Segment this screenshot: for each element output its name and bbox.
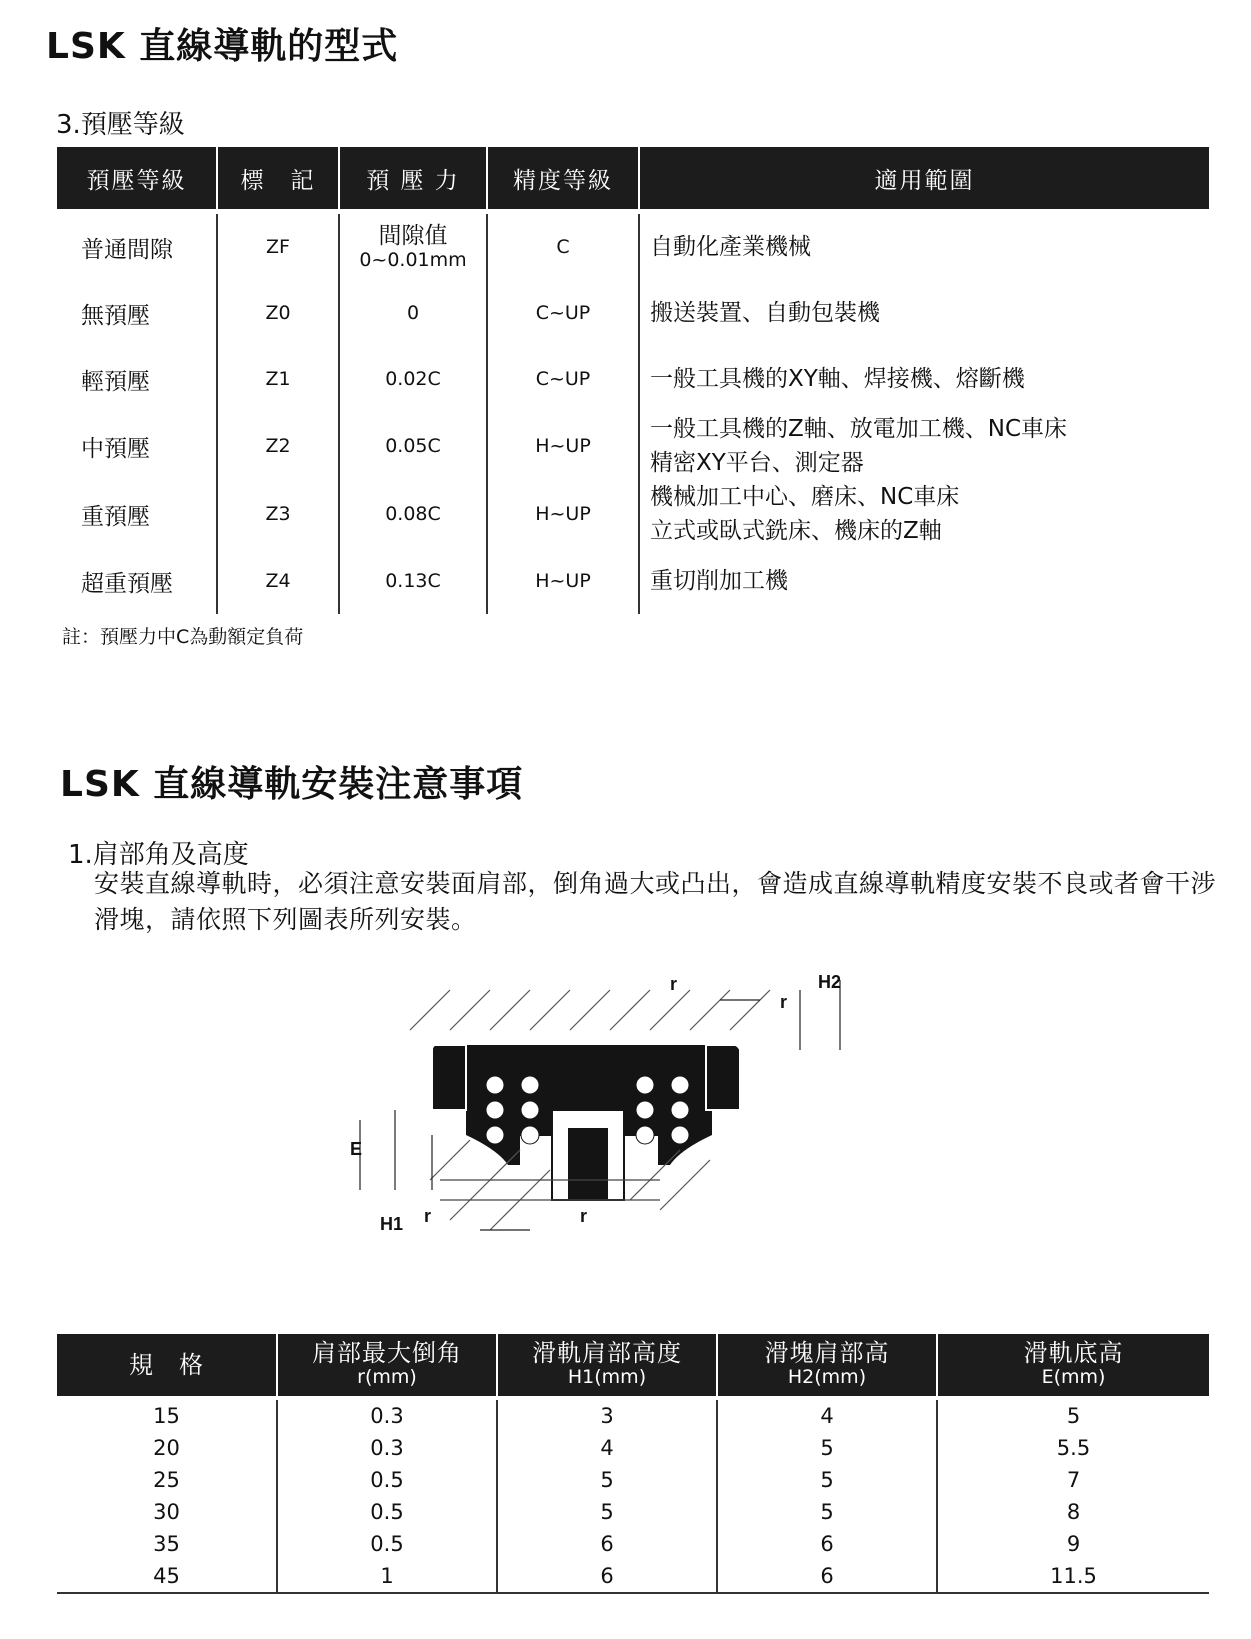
preload-section-heading: 3.預壓等級 [56,110,185,140]
label-r-bottom: r [580,1206,588,1226]
h2-cell: 4 [717,1398,937,1432]
e-cell: 11.5 [937,1560,1209,1593]
header-accuracy: 精度等級 [487,147,639,212]
h1-cell: 5 [497,1464,717,1496]
size-cell: 45 [57,1560,277,1593]
table-row [57,480,1209,548]
spec-table-header [57,1334,1209,1398]
application-cell: 自動化產業機械 [639,212,1209,281]
grade-cell: 中預壓 [81,435,150,462]
size-cell: 15 [153,1404,180,1428]
h1-cell: 6 [497,1560,717,1593]
h2-cell: 6 [717,1528,937,1560]
label-h2: H2 [818,972,842,992]
size-cell: 25 [153,1468,180,1492]
h2-cell: 5 [717,1496,937,1528]
mark-cell: ZF [217,212,339,281]
force-cell: 0 [339,280,487,346]
e-cell: 9 [937,1528,1209,1560]
shoulder-spec-table [57,1334,1209,1594]
application-cell: 搬送裝置、自動包裝機 [639,280,1209,346]
force-cell: 0.13C [339,548,487,614]
size-cell: 35 [153,1532,180,1556]
force-cell: 間隙值 0~0.01mm [339,212,487,281]
application-cell: 一般工具機的Z軸、放電加工機、NC車床 精密XY平台、測定器 [639,412,1209,480]
table-row [57,1528,1209,1560]
label-r-left: r [424,1206,432,1226]
header-max-chamfer: 肩部最大倒角 r(mm) [277,1334,497,1398]
grade-cell: 重預壓 [81,503,150,530]
mark-cell: Z4 [217,548,339,614]
table-row [57,1496,1209,1528]
table-row [57,548,1209,614]
h1-cell: 4 [497,1432,717,1464]
grade-cell: 普通間隙 [81,236,173,263]
chamfer-cell: 1 [277,1560,497,1593]
label-h1: H1 [380,1214,404,1234]
e-cell: 5 [937,1398,1209,1432]
mark-cell: Z2 [217,412,339,480]
table-row [57,280,1209,346]
accuracy-cell: C~UP [487,346,639,412]
chamfer-cell: 0.5 [277,1496,497,1528]
rail-mounting-diagram [340,960,900,1300]
h1-cell: 3 [497,1398,717,1432]
shoulder-section-heading: 1.肩部角及高度 [68,840,249,870]
grade-cell: 無預壓 [81,302,150,329]
table-row [57,1432,1209,1464]
header-rail-base-height: 滑軌底高 E(mm) [937,1334,1209,1398]
grade-cell: 輕預壓 [81,368,150,395]
preload-grade-table [57,147,1209,614]
table-row [57,212,1209,281]
label-r-top: r [670,974,678,994]
top-surface-hatch [410,990,770,1030]
accuracy-cell: C [487,212,639,281]
force-cell: 0.02C [339,346,487,412]
chamfer-cell: 0.3 [277,1398,497,1432]
accuracy-cell: C~UP [487,280,639,346]
installation-description: 安裝直線導軌時，必須注意安裝面肩部，倒角過大或凸出，會造成直線導軌精度安裝不良或者會干涉滑塊，請依照下列圖表所列安裝。 [94,869,1217,934]
h2-cell: 5 [717,1464,937,1496]
table-row [57,1464,1209,1496]
chamfer-cell: 0.3 [277,1432,497,1464]
application-cell: 一般工具機的XY軸、焊接機、熔斷機 [639,346,1209,412]
h1-cell: 5 [497,1496,717,1528]
table-row [57,1560,1209,1593]
force-cell: 0.08C [339,480,487,548]
application-cell: 重切削加工機 [639,548,1209,614]
label-r-right: r [780,992,788,1012]
chamfer-cell: 0.5 [277,1464,497,1496]
header-size: 規 格 [57,1334,277,1398]
e-cell: 8 [937,1496,1209,1528]
table-row [57,1398,1209,1432]
header-rail-shoulder-height: 滑軌肩部高度 H1(mm) [497,1334,717,1398]
page-title: LSK 直線導軌的型式 [46,26,399,67]
application-cell: 機械加工中心、磨床、NC車床 立式或臥式銑床、機床的Z軸 [639,480,1209,548]
table-row [57,412,1209,480]
force-cell: 0.05C [339,412,487,480]
header-mark: 標 記 [217,147,339,212]
label-e: E [350,1139,363,1159]
e-cell: 5.5 [937,1432,1209,1464]
header-application: 適用範圍 [639,147,1209,212]
installation-title: LSK 直線導軌安裝注意事項 [60,764,524,805]
mark-cell: Z0 [217,280,339,346]
size-cell: 30 [153,1500,180,1524]
e-cell: 7 [937,1464,1209,1496]
h2-cell: 5 [717,1432,937,1464]
h2-cell: 6 [717,1560,937,1593]
header-grade: 預壓等級 [57,147,217,212]
grade-cell: 超重預壓 [81,570,173,597]
size-cell: 20 [153,1436,180,1460]
chamfer-cell: 0.5 [277,1528,497,1560]
preload-footnote: 註：預壓力中C為動額定負荷 [62,626,304,648]
mark-cell: Z1 [217,346,339,412]
accuracy-cell: H~UP [487,548,639,614]
accuracy-cell: H~UP [487,480,639,548]
accuracy-cell: H~UP [487,412,639,480]
table-row [57,346,1209,412]
mark-cell: Z3 [217,480,339,548]
preload-table-header [57,147,1209,212]
h1-cell: 6 [497,1528,717,1560]
header-block-shoulder-height: 滑塊肩部高 H2(mm) [717,1334,937,1398]
header-force: 預 壓 力 [339,147,487,212]
